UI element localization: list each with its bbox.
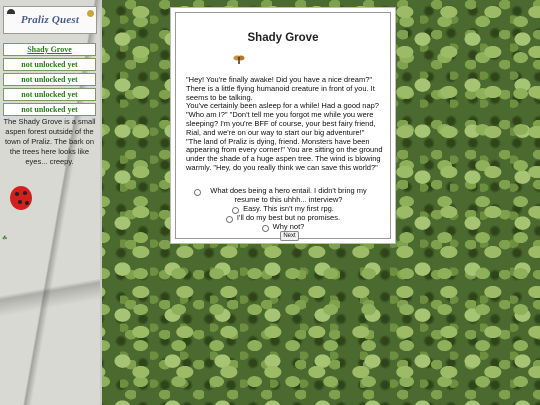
story-paragraph: "Hey! You're finally awake! Did you have a nice dream?" There is a little flying humanoid creature in front of you. It seems to be talking.	[186, 75, 375, 102]
location-description: The Shady Grove is a small aspen forest outside of the town of Praliz. The bark on the trees here looks like eyes... creepy.	[3, 117, 96, 166]
ladybug-icon	[10, 186, 32, 210]
nav-item-locked-2[interactable]: not unlocked yet	[3, 73, 96, 86]
sun-icon	[87, 10, 94, 17]
app-logo[interactable]	[3, 6, 97, 34]
story-paragraph: "The land of Praliz is dying, friend. Monsters have been appearing from every corner!" You are sitting on the ground under the shade of a huge aspen tree. The wind is blowing warmly. "Hey, do you really think we can save this world?"	[186, 136, 383, 172]
choice-option[interactable]	[176, 187, 390, 205]
nav-item-shady-grove[interactable]: Shady Grove	[3, 43, 96, 56]
location-nav	[3, 43, 96, 118]
choice-label: Easy. This isn't my first rpg.	[243, 203, 334, 213]
choice-list	[176, 187, 390, 232]
story-paragraph: You've certainly been asleep for a while! Had a good nap? "Who am I?" "Don't tell me you forgot me while you were sleeping? I'm you're BFF of course, your best fairy friend, Rial, and we're on our way to start our big adventure!"	[186, 101, 379, 137]
choice-label: What does being a hero entail. I didn't bring my resume to this uhhh... interview?	[210, 186, 367, 204]
nav-item-locked-3[interactable]: not unlocked yet	[3, 88, 96, 101]
radio-button[interactable]	[262, 225, 269, 232]
fairy-icon	[233, 54, 245, 65]
choice-label: Why not?	[272, 221, 305, 231]
story-panel	[170, 7, 396, 244]
choice-label: I'll do my best but no promises.	[236, 212, 341, 222]
radio-button[interactable]	[194, 189, 201, 196]
nav-item-locked-4[interactable]: not unlocked yet	[3, 103, 96, 116]
story-panel-inner	[175, 12, 391, 239]
next-button[interactable]: Next	[280, 231, 299, 241]
story-text	[186, 76, 388, 173]
page-title: Shady Grove	[247, 32, 319, 44]
radio-button[interactable]	[226, 216, 233, 223]
bird-icon	[7, 9, 15, 14]
sidebar	[0, 0, 102, 405]
nav-item-locked-1[interactable]: not unlocked yet	[3, 58, 96, 71]
clover-icon: ☘	[2, 236, 8, 242]
logo-text: Praliz Quest	[20, 14, 80, 26]
